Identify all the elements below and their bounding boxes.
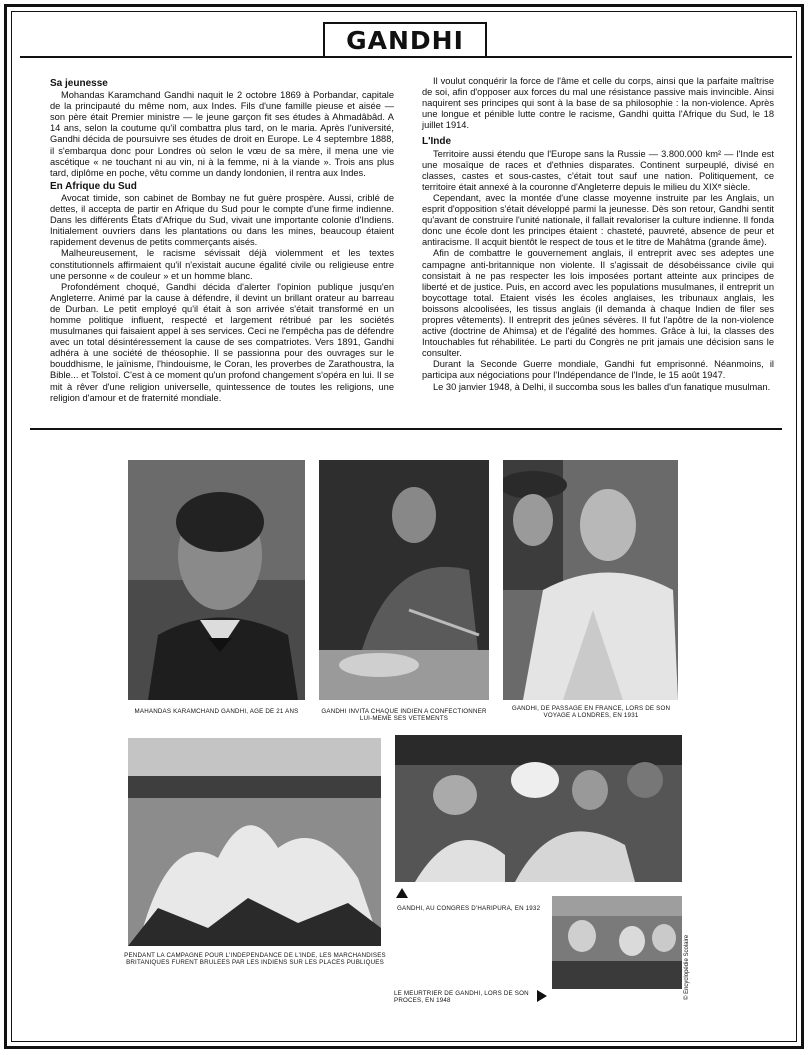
photo-trial (552, 896, 682, 989)
caption-haripura: GANDHI, AU CONGRES D'HARIPURA, EN 1932 (397, 905, 541, 912)
paragraph: Le 30 janvier 1948, à Delhi, il succomba sous les balles d'un fanatique musulman. (433, 381, 771, 392)
photo-haripura (395, 735, 682, 882)
paragraph: Cependant, avec la montée d'une classe moyenne instruite par les Anglais, un esprit d'opposition s'était développé parmi la jeunesse. Dès son retour, Gandhi sentit qu'avant de construire l'unité nationale, il fallait revaloriser la culture indienne. Il fonda donc une école dont les principes étaient : chasteté, pauvreté, absence de peur et antiracisme. Il acquit bientôt le respect de tous et le titre de Mahâtma (grande âme). (422, 192, 774, 248)
text-column-right (422, 76, 774, 393)
paragraph: Mohandas Karamchand Gandhi naquit le 2 octobre 1869 à Porbandar, capitale de la principauté du même nom, aux Indes. Fils d'une famille pieuse et aisée — son père était Premier ministre — le jeune garçon fit ses études à Ahmadâbâd. A 14 ans, selon la coutume qu'il combattra plus tard, on le maria. Après l'université, Gandhi décida de poursuivre ses études de droit en Europe. Le 4 septembre 1888, il s'embarqua donc pour Londres où selon le vœu de sa mère, il mena une vie ascétique « ne touchant ni au vin, ni à la femme, ni à la viande ». Trois ans plus tard, diplôme en poche, vêtu comme un dandy londonien, il rentra aux Indes. (50, 90, 394, 178)
paragraph: Afin de combattre le gouvernement anglais, il entreprit avec ses adeptes une campagne anti-britannique non violente. Il s'agissait de désobéissance civile qui consistait à ne pas respecter les lois imposées portant atteinte aux principes de liberté et de justice. Puis, en accord avec les populations musulmanes, il entreprit un boycottage total. Etaient visés les écoles anglaises, les tribunaux anglais, les boissons alcoolisées, les tissus anglais (il demanda à chaque Indien de filer ses propres vêtements). Il entreprit des jeûnes sévères. Il fut l'apôtre de la non-violence active (doctrine de Ahimsa) et de l'égalité des hommes. Grâce à lui, la classes des Intouchables fut réhabilitée. Le parti du Congrès ne prit jamais une décision sans le consulter. (422, 248, 774, 359)
text-column-left (50, 76, 394, 404)
section-divider (30, 428, 782, 430)
arrow-right-icon (537, 990, 547, 1002)
paragraph: Profondément choqué, Gandhi décida d'alerter l'opinion publique jusqu'en Angleterre. Animé par la cause à défendre, il devint un brillant orateur au barreau de Durban. Le petit employé qu'il était à son arrivée s'était transformé en un homme politique influent, respecté et largement rétribué par les sociétés musulmanes qui faisaient appel à ses services. Ceci ne l'empêcha pas de défendre avec un total désintéressement la cause de ses compatriotes. Vers 1891, Gandhi adhéra à une société de théosophie. Il se passionna pour des ouvrages sur le bouddhisme, le jaïnisme, l'hindouisme, le Coran, les proverbes de Zarathoustra, la Bible... et Tolstoï. C'est à ce moment qu'un profond changement s'opéra en lui. Il se mit à rêver d'une religion universelle, quintessence de toutes les religions, une religion d'amour et de fraternité mondiale. (50, 281, 394, 403)
title-rule-left (20, 56, 323, 58)
paragraph: Malheureusement, le racisme sévissait déjà violemment et les textes constitutionnels affirmaient qu'il n'existait aucune égalité civile ou religieuse entre une personne « de couleur » et un homme blanc. (50, 248, 394, 281)
title-box (323, 22, 487, 58)
credit-text: © Encyclopédie Scolaire (684, 934, 690, 1000)
photo-bonfire (128, 738, 381, 946)
photo-young-gandhi (128, 460, 305, 700)
paragraph: Avocat timide, son cabinet de Bombay ne fut guère prospère. Aussi, criblé de dettes, il accepta de partir en Afrique du Sud pour le compte d'une firme indienne. Dans les différents États d'Afrique du Sud, vivait une importante colonie d'Indiens. Initialement ouvriers dans les plantations ou dans les mines, beaucoup étaient rapidement devenus de petits commerçants aisés. (50, 192, 394, 248)
paragraph: Durant la Seconde Guerre mondiale, Gandhi fut emprisonné. Néanmoins, il participa aux négociations pour l'Indépendance de l'Inde, le 15 août 1947. (422, 359, 774, 381)
caption-young-gandhi: MAHANDAS KARAMCHAND GANDHI, AGE DE 21 ANS (134, 708, 299, 715)
caption-france: GANDHI, DE PASSAGE EN FRANCE, LORS DE SON VOYAGE A LONDRES, EN 1931 (511, 705, 671, 720)
paragraph: Territoire aussi étendu que l'Europe sans la Russie — 3.800.000 km² — l'Inde est une mosaïque de races et d'ethnies disparates. Continent surpeuplé, divisé en classes, castes et sous-castes, c'était tout sauf une nation. Politiquement, ce territoire était annexé à la couronne d'Angleterre depuis le milieu du XIXᵉ siècle. (422, 148, 774, 192)
caption-bonfire: PENDANT LA CAMPAGNE POUR L'INDEPENDANCE DE L'INDE, LES MARCHANDISES BRITANIQUES FURENT BRULEES PAR LES INDIENS SUR LES PLACES PUBLIQUES (124, 952, 386, 967)
title-rule-right (487, 56, 792, 58)
section-heading-inde: L'Inde (422, 136, 452, 148)
photo-gandhi-spinning (319, 460, 489, 700)
arrow-up-icon (396, 888, 408, 898)
page-title: GANDHI (346, 25, 464, 55)
photo-gandhi-france (503, 460, 678, 700)
paragraph: Il voulut conquérir la force de l'âme et celle du corps, ainsi que la parfaite maîtrise de soi, afin d'opposer aux forces du mal une résistance passive mais invincible. Ainsi naquirent ses principes qui sont à la base de sa philosophie : la non-violence. Après une longue et pénible lutte contre le racisme, Gandhi quitta l'Afrique du Sud, le 18 juillet 1914. (422, 76, 774, 131)
section-heading-afrique: En Afrique du Sud (50, 180, 137, 192)
section-heading-jeunesse: Sa jeunesse (50, 78, 108, 89)
caption-trial: LE MEURTRIER DE GANDHI, LORS DE SON PROCES, EN 1948 (394, 990, 529, 1005)
caption-spinning: GANDHI INVITA CHAQUE INDIEN A CONFECTIONNER LUI-MEME SES VETEMENTS (321, 708, 487, 723)
